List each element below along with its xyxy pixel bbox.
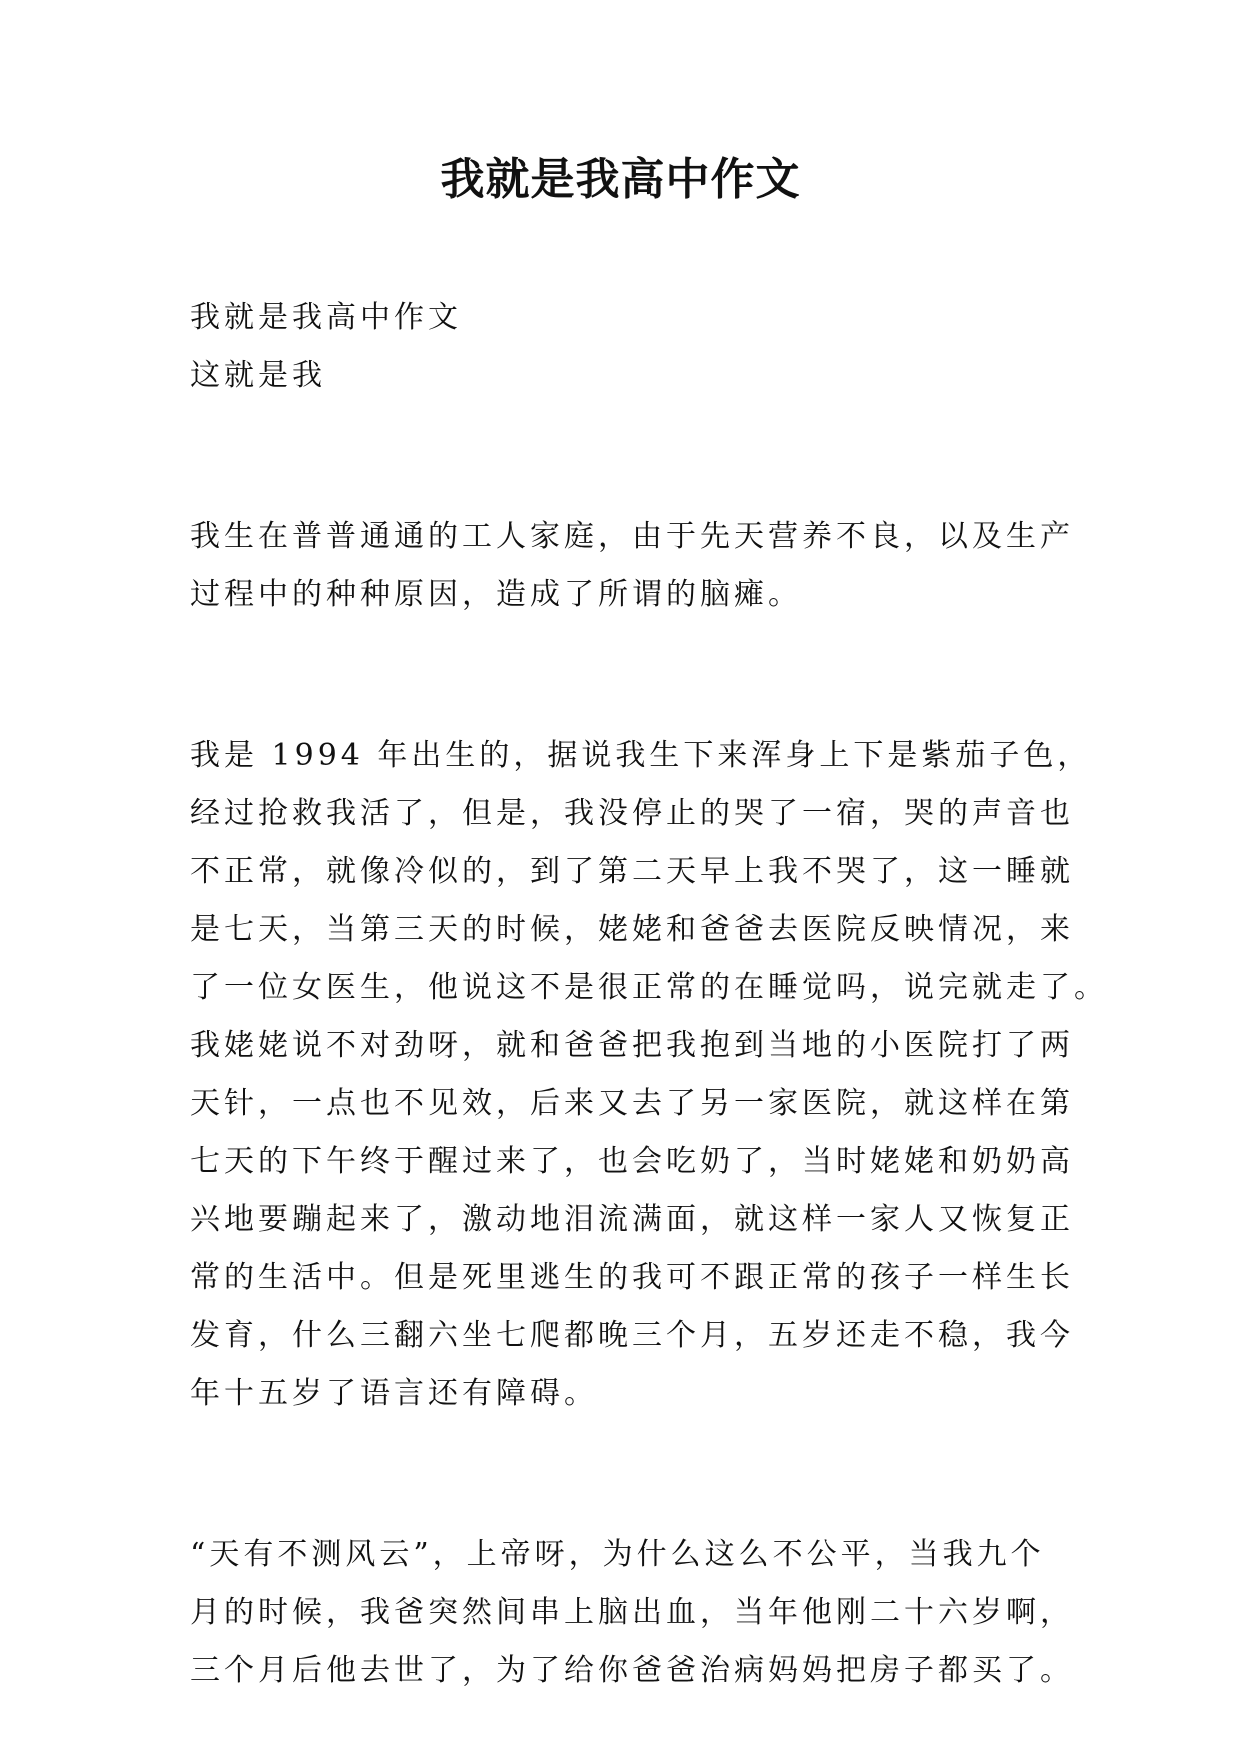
paragraph-line: 天针，一点也不见效，后来又去了另一家医院，就这样在第 <box>190 1086 1074 1121</box>
paragraph-line: 发育，什么三翻六坐七爬都晚三个月，五岁还走不稳，我今 <box>190 1318 1074 1353</box>
paragraph-spacer <box>190 463 1070 508</box>
paragraph-line: 月的时候，我爸突然间串上脑出血，当年他刚二十六岁啊， <box>190 1595 1074 1630</box>
paragraph-spacer <box>190 682 1070 727</box>
document-body <box>190 289 1108 1700</box>
document-title: 我就是我高中作文 <box>440 154 801 205</box>
paragraph <box>190 508 1074 624</box>
paragraph-line: 我是 1994 年出生的，据说我生下来浑身上下是紫茄子色， <box>190 738 1092 773</box>
paragraph-line: 不正常，就像冷似的，到了第二天早上我不哭了，这一睡就 <box>190 854 1074 889</box>
paragraph-line: 常的生活中。但是死里逃生的我可不跟正常的孩子一样生长 <box>190 1260 1074 1295</box>
paragraph-line: “天有不测风云”，上帝呀，为什么这么不公平，当我九个 <box>190 1537 1045 1572</box>
paragraph-line: 三个月后他去世了，为了给你爸爸治病妈妈把房子都买了。 <box>190 1653 1074 1688</box>
paragraph <box>190 1526 1074 1700</box>
paragraph-line: 我生在普普通通的工人家庭，由于先天营养不良，以及生产 <box>190 519 1074 554</box>
paragraph-spacer <box>190 1423 1070 1481</box>
paragraph-line: 七天的下午终于醒过来了，也会吃奶了，当时姥姥和奶奶高 <box>190 1144 1074 1179</box>
paragraph-spacer <box>190 405 1070 463</box>
paragraph <box>190 727 1108 1423</box>
intro-line: 我就是我高中作文 <box>190 300 462 335</box>
paragraph-line: 经过抢救我活了，但是，我没停止的哭了一宿，哭的声音也 <box>190 796 1074 831</box>
paragraph-line: 兴地要蹦起来了，激动地泪流满面，就这样一家人又恢复正 <box>190 1202 1074 1237</box>
intro-line: 这就是我 <box>190 358 326 393</box>
paragraph-line: 年十五岁了语言还有障碍。 <box>190 1376 598 1411</box>
paragraph-line: 是七天，当第三天的时候，姥姥和爸爸去医院反映情况，来 <box>190 912 1074 947</box>
paragraph-line: 过程中的种种原因，造成了所谓的脑瘫。 <box>190 577 802 612</box>
paragraph-line: 了一位女医生，他说这不是很正常的在睡觉吗，说完就走了。 <box>190 970 1108 1005</box>
paragraph-line: 我姥姥说不对劲呀，就和爸爸把我抱到当地的小医院打了两 <box>190 1028 1074 1063</box>
paragraph-spacer <box>190 624 1070 682</box>
paragraph-spacer <box>190 1481 1070 1526</box>
